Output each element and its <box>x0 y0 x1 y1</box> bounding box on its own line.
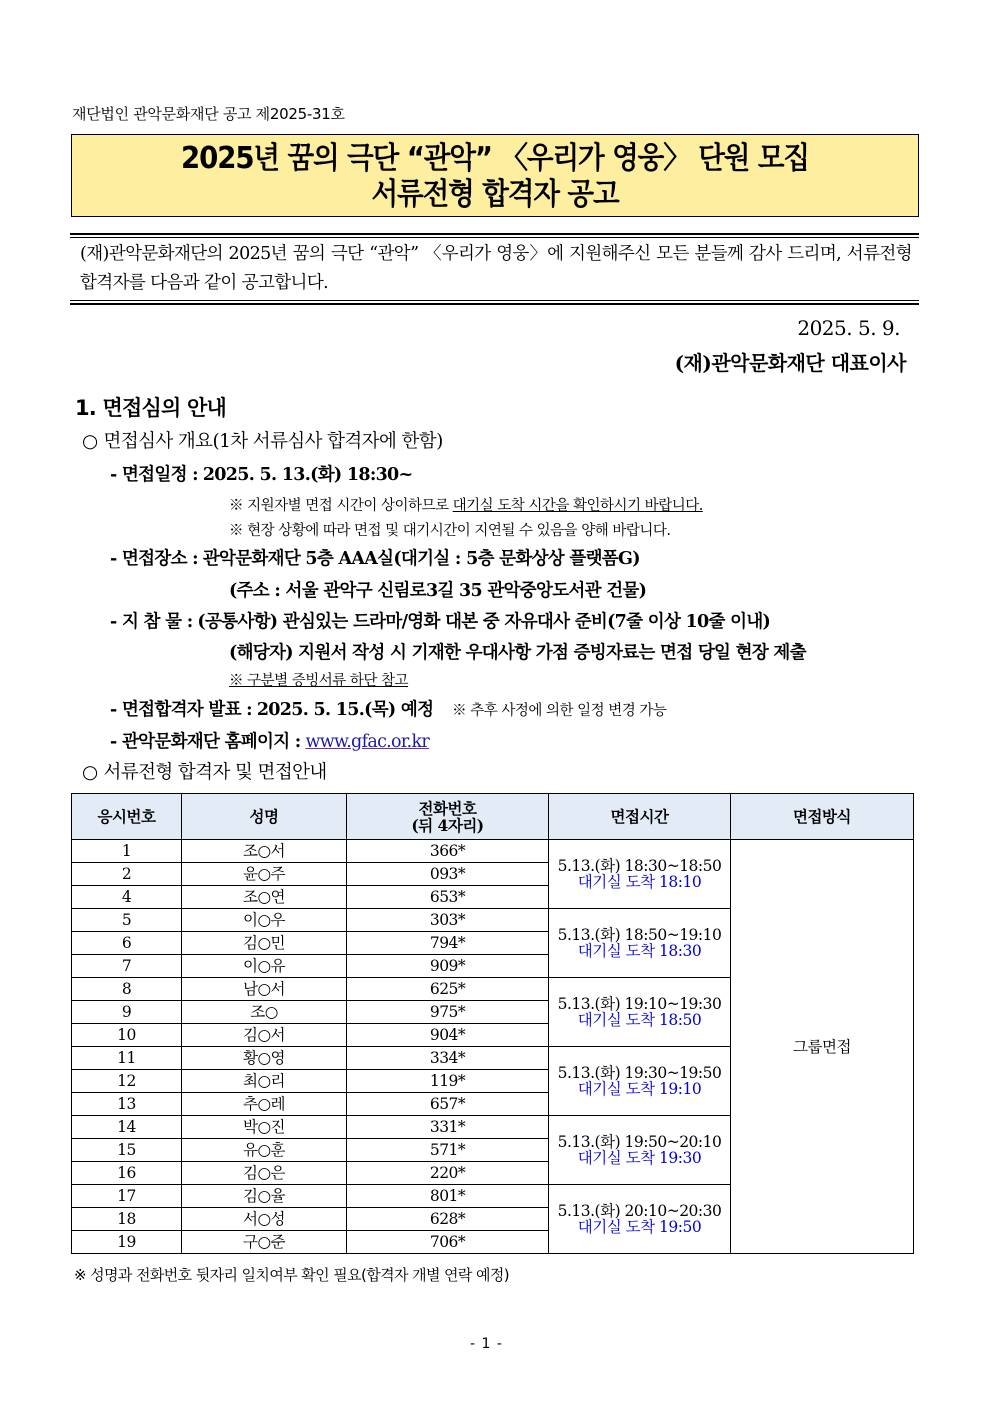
header-method: 면접방식 <box>731 794 914 840</box>
materials-note: ※ 구분별 증빙서류 하단 참고 <box>229 673 409 689</box>
interview-time: 5.13.(화) 18:30~18:50 <box>557 857 722 875</box>
arrival-time: 대기실 도착 19:10 <box>577 1080 702 1098</box>
cell-phone: 625* <box>347 978 549 1001</box>
cell-phone: 366* <box>347 840 549 863</box>
homepage-link[interactable]: www.gfac.or.kr <box>305 732 430 752</box>
arrival-time: 대기실 도착 18:50 <box>577 1011 702 1029</box>
cell-phone: 794* <box>347 932 549 955</box>
cell-name: 최○리 <box>182 1070 347 1093</box>
schedule-label: - 면접일정 : <box>110 465 198 485</box>
cell-id: 18 <box>72 1208 182 1231</box>
cell-name: 이○우 <box>182 909 347 932</box>
overview-label: 면접심사 개요(1차 서류심사 합격자에 한함) <box>103 431 443 452</box>
cell-id: 4 <box>72 886 182 909</box>
cell-name: 김○은 <box>182 1162 347 1185</box>
cell-name: 조○서 <box>182 840 347 863</box>
venue-address <box>229 577 646 602</box>
cell-id: 8 <box>72 978 182 1001</box>
materials-value-2: (해당자) 지원서 작성 시 기재한 우대사항 가점 증빙자료는 면접 당일 현장 제출 <box>229 643 806 663</box>
cell-name: 추○레 <box>182 1093 347 1116</box>
homepage-label: - 관악문화재단 홈페이지 : <box>110 732 301 752</box>
cell-id: 11 <box>72 1047 182 1070</box>
divider-bottom <box>70 300 919 301</box>
arrival-time: 대기실 도착 19:50 <box>577 1218 702 1236</box>
interview-time: 5.13.(화) 19:30~19:50 <box>557 1064 722 1082</box>
cell-interview-method: 그룹면접 <box>731 840 914 1254</box>
materials-line <box>110 608 770 633</box>
materials-label: - 지 참 물 : <box>110 612 193 632</box>
announcement-note: ※ 추후 사정에 의한 일정 변경 가능 <box>452 703 667 719</box>
cell-name: 남○서 <box>182 978 347 1001</box>
interview-time: 5.13.(화) 19:10~19:30 <box>557 995 722 1013</box>
schedule-note-1 <box>229 494 703 515</box>
footnote: ※ 성명과 전화번호 뒷자리 일치여부 확인 필요(합격자 개별 연락 예정) <box>74 1266 510 1284</box>
title-line-1: 2025년 꿈의 극단 “관악” 〈우리가 영웅〉 단원 모집 <box>181 141 809 176</box>
cell-phone: 571* <box>347 1139 549 1162</box>
materials-line-2 <box>229 639 806 664</box>
venue-label: - 면접장소 : <box>110 549 198 569</box>
cell-id: 17 <box>72 1185 182 1208</box>
cell-phone: 334* <box>347 1047 549 1070</box>
homepage-line <box>110 728 429 753</box>
cell-interview-time <box>549 1185 731 1254</box>
cell-id: 1 <box>72 840 182 863</box>
cell-phone: 801* <box>347 1185 549 1208</box>
cell-name: 김○서 <box>182 1024 347 1047</box>
note1-prefix: ※ 지원자별 면접 시간이 상이하므로 <box>229 498 453 514</box>
cell-phone: 909* <box>347 955 549 978</box>
cell-name: 유○훈 <box>182 1139 347 1162</box>
signer: (재)관악문화재단 대표이사 <box>674 351 906 375</box>
cell-id: 6 <box>72 932 182 955</box>
cell-id: 14 <box>72 1116 182 1139</box>
cell-name: 이○유 <box>182 955 347 978</box>
cell-phone: 975* <box>347 1001 549 1024</box>
schedule-note-2: ※ 현장 상황에 따라 면접 및 대기시간이 지연될 수 있음을 양해 바랍니다. <box>229 523 671 539</box>
cell-id: 10 <box>72 1024 182 1047</box>
cell-phone: 303* <box>347 909 549 932</box>
cell-name: 박○진 <box>182 1116 347 1139</box>
cell-id: 9 <box>72 1001 182 1024</box>
arrival-time: 대기실 도착 19:30 <box>577 1149 702 1167</box>
venue-line <box>110 545 640 570</box>
cell-name: 김○민 <box>182 932 347 955</box>
cell-name: 서○성 <box>182 1208 347 1231</box>
cell-phone: 904* <box>347 1024 549 1047</box>
divider-top <box>70 233 919 235</box>
cell-interview-time <box>549 909 731 978</box>
cell-phone: 220* <box>347 1162 549 1185</box>
cell-name: 황○영 <box>182 1047 347 1070</box>
circle-bullet-icon: ○ <box>82 431 98 452</box>
cell-id: 13 <box>72 1093 182 1116</box>
intro-paragraph: (재)관악문화재단의 2025년 꿈의 극단 “관악” 〈우리가 영웅〉에 지원해주신 모든 분들께 감사 드리며, 서류전형 합격자를 다음과 같이 공고합니다. <box>80 244 912 293</box>
title-line-2: 서류전형 합격자 공고 <box>371 177 619 212</box>
announcement-number: 재단법인 관악문화재단 공고 제2025-31호 <box>72 105 345 123</box>
table-row <box>72 840 914 863</box>
interview-time: 5.13.(화) 19:50~20:10 <box>557 1133 722 1151</box>
interview-time: 5.13.(화) 18:50~19:10 <box>557 926 722 944</box>
note1-underlined: 대기실 도착 시간을 확인하시기 바랍니다. <box>452 498 703 514</box>
announcement-label: - 면접합격자 발표 : <box>110 700 252 720</box>
cell-id: 16 <box>72 1162 182 1185</box>
materials-value-1: (공통사항) 관심있는 드라마/영화 대본 중 자유대사 준비(7줄 이상 10줄 이내) <box>197 612 771 632</box>
cell-interview-time <box>549 1116 731 1185</box>
cell-id: 12 <box>72 1070 182 1093</box>
cell-interview-time <box>549 1047 731 1116</box>
cell-phone: 628* <box>347 1208 549 1231</box>
header-phone <box>347 794 549 840</box>
cell-id: 19 <box>72 1231 182 1254</box>
arrival-time: 대기실 도착 18:30 <box>577 942 702 960</box>
cell-interview-time <box>549 978 731 1047</box>
cell-id: 5 <box>72 909 182 932</box>
results-heading <box>82 758 327 784</box>
address-text: (주소 : 서울 관악구 신림로3길 35 관악중앙도서관 건물) <box>229 581 647 601</box>
announcement-line <box>110 696 666 721</box>
header-time: 면접시간 <box>549 794 731 840</box>
announcement-date: 2025. 5. 9. <box>797 316 900 340</box>
announcement-value: 2025. 5. 15.(목) 예정 <box>256 700 434 720</box>
cell-id: 7 <box>72 955 182 978</box>
header-phone-l2: (뒤 4자리) <box>411 815 484 835</box>
venue-value: 관악문화재단 5층 AAA실(대기실 : 5층 문화상상 플랫폼G) <box>202 549 640 569</box>
interview-time: 5.13.(화) 20:10~20:30 <box>557 1202 722 1220</box>
results-label: 서류전형 합격자 및 면접안내 <box>103 762 327 783</box>
cell-phone: 706* <box>347 1231 549 1254</box>
cell-phone: 331* <box>347 1116 549 1139</box>
circle-bullet-icon: ○ <box>82 762 98 783</box>
cell-phone: 119* <box>347 1070 549 1093</box>
cell-phone: 653* <box>347 886 549 909</box>
results-table <box>71 793 914 1254</box>
table-header-row <box>72 794 914 840</box>
cell-name: 윤○주 <box>182 863 347 886</box>
cell-id: 15 <box>72 1139 182 1162</box>
cell-name: 김○율 <box>182 1185 347 1208</box>
header-phone-l1: 전화번호 <box>418 798 477 818</box>
cell-name: 구○준 <box>182 1231 347 1254</box>
title-box <box>71 134 919 217</box>
arrival-time: 대기실 도착 18:10 <box>577 873 702 891</box>
overview-heading <box>82 427 443 453</box>
page-number: - 1 - <box>470 1336 503 1352</box>
cell-phone: 657* <box>347 1093 549 1116</box>
cell-name: 조○연 <box>182 886 347 909</box>
cell-name: 조○ <box>182 1001 347 1024</box>
cell-interview-time <box>549 840 731 909</box>
schedule-value: 2025. 5. 13.(화) 18:30~ <box>202 465 413 485</box>
cell-phone: 093* <box>347 863 549 886</box>
header-id: 응시번호 <box>72 794 182 840</box>
section-heading: 1. 면접심의 안내 <box>75 396 226 420</box>
header-name: 성명 <box>182 794 347 840</box>
cell-id: 2 <box>72 863 182 886</box>
schedule-line <box>110 461 413 486</box>
